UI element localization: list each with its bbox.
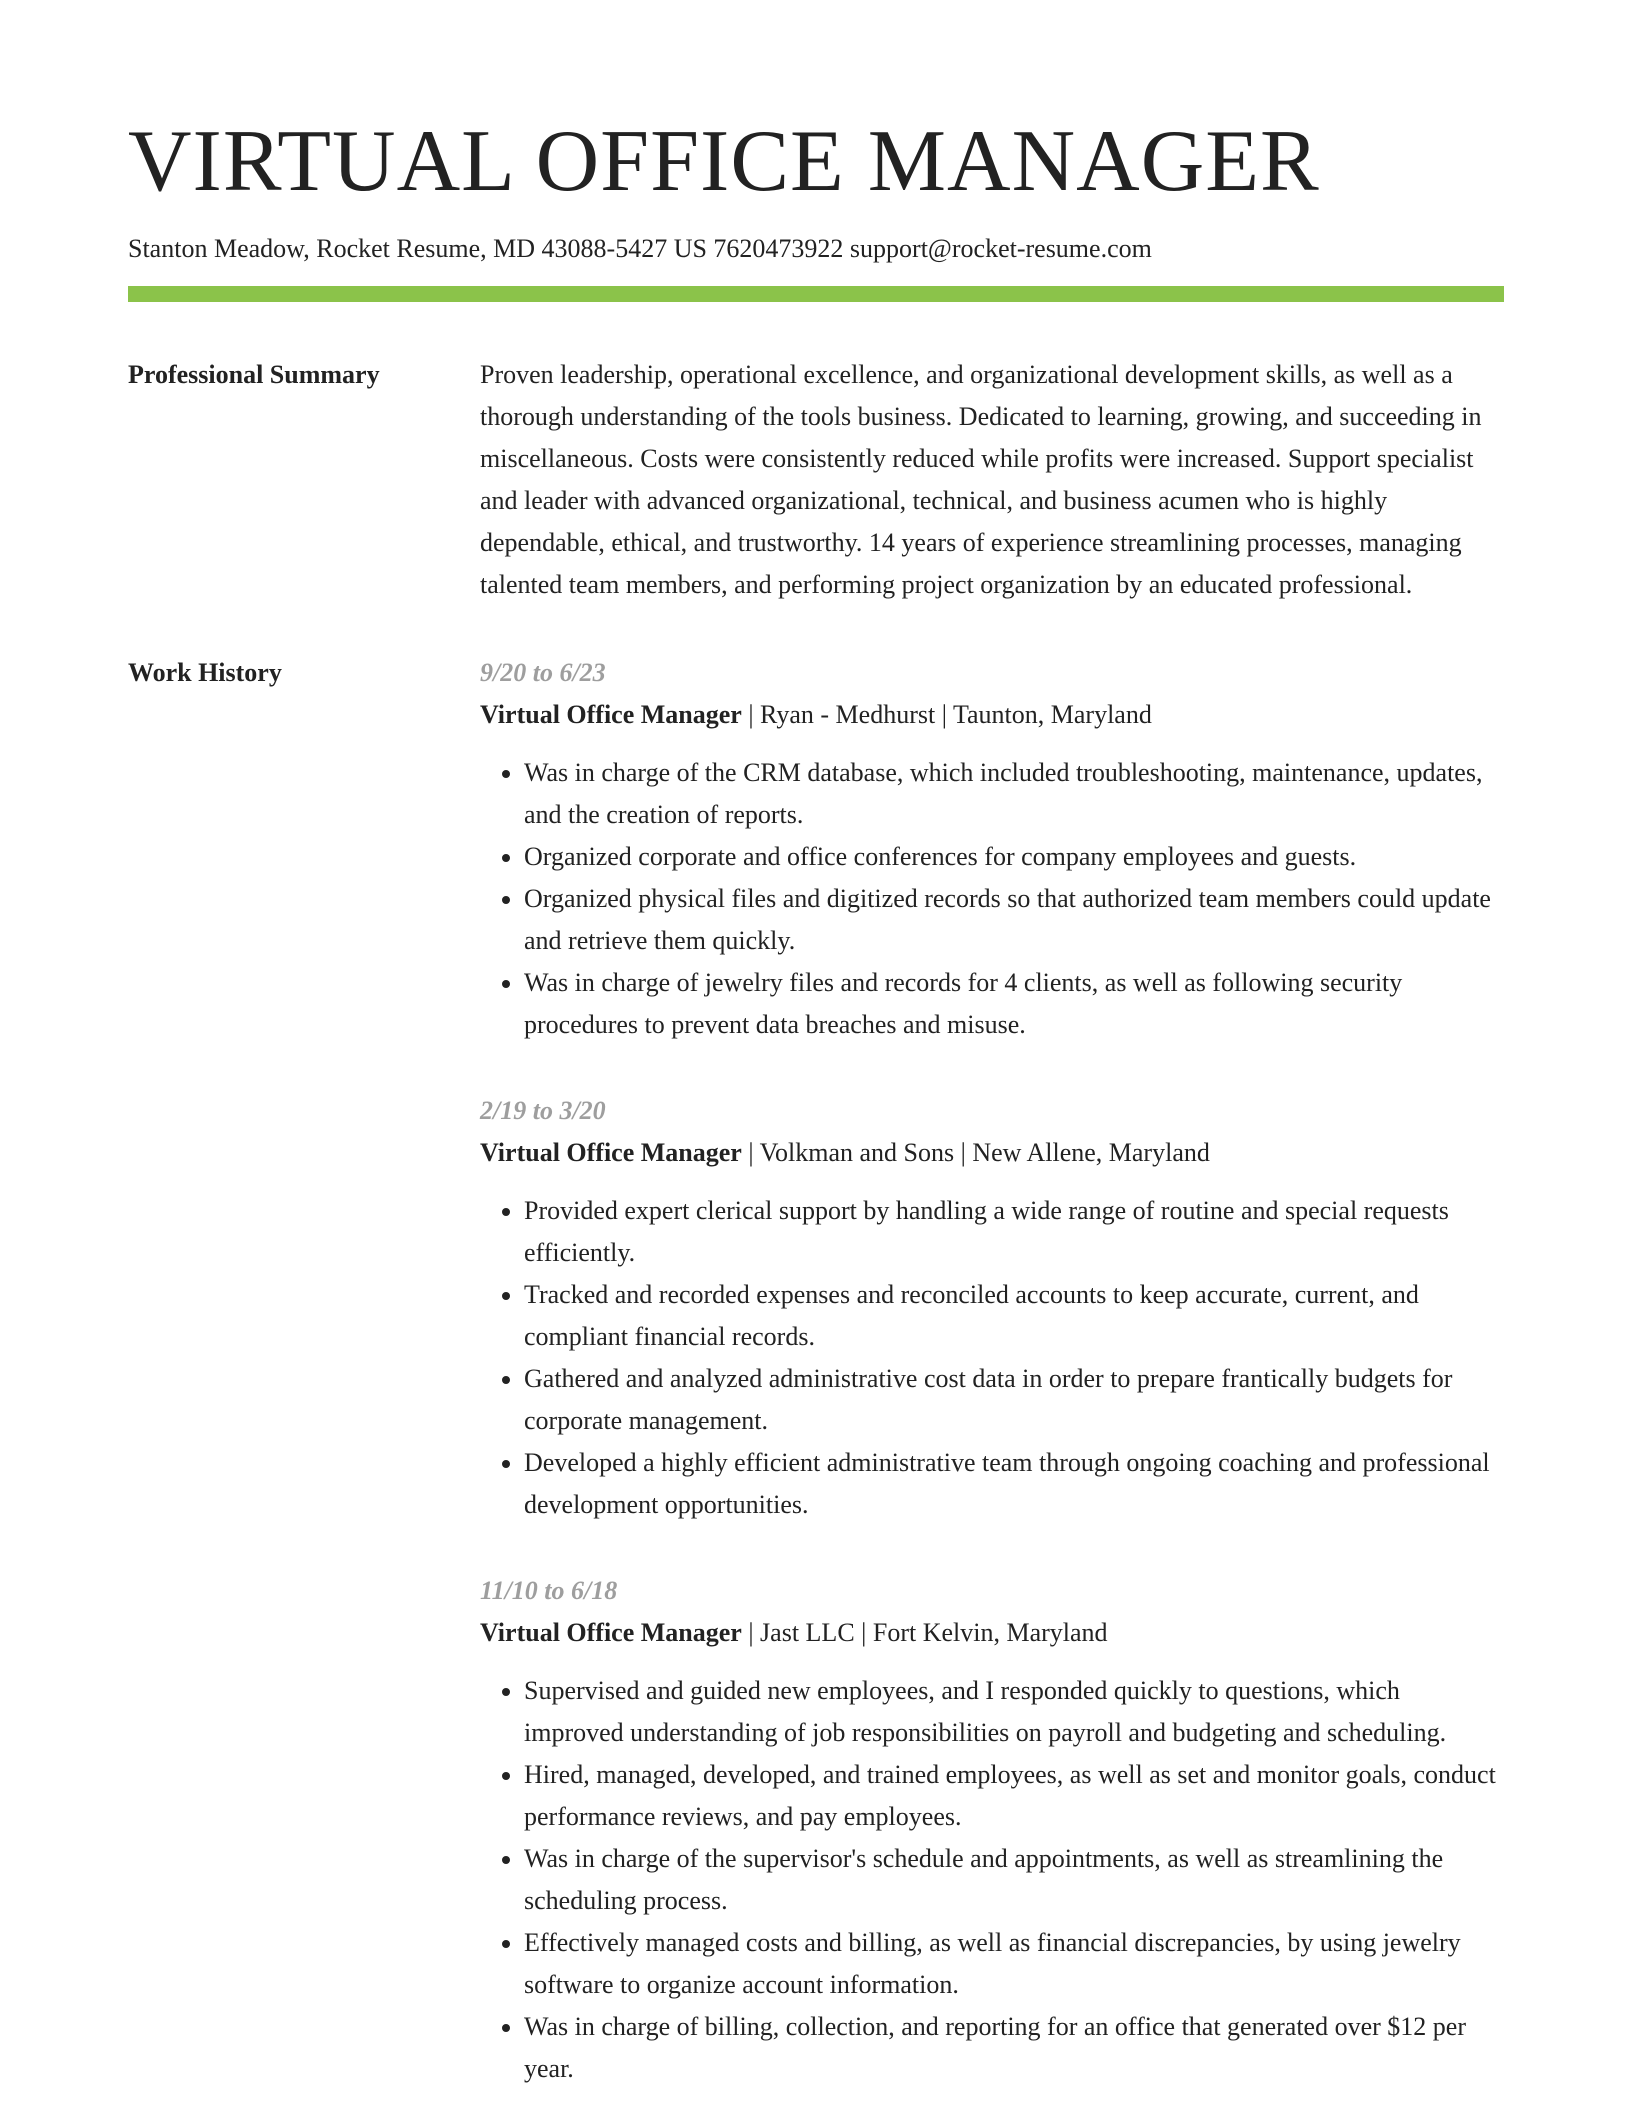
job-title: Virtual Office Manager [480, 1137, 742, 1167]
work-history-section [128, 652, 1504, 2090]
job-heading [480, 1132, 1504, 1174]
job-dates: 2/19 to 3/20 [480, 1095, 606, 1125]
job-entry [480, 1570, 1504, 2090]
contact-line: Stanton Meadow, Rocket Resume, MD 43088-5427 US 7620473922 support@rocket-resume.com [128, 234, 1152, 263]
resume-page [128, 113, 1504, 2090]
job-bullets [480, 1190, 1504, 1526]
job-details: | Ryan - Medhurst | Taunton, Maryland [741, 699, 1152, 729]
job-bullets [480, 752, 1504, 1046]
job-dates: 9/20 to 6/23 [480, 657, 606, 687]
accent-divider [128, 286, 1504, 302]
bullet-item: • Was in charge of billing, collection, and reporting for an office that generated over $12 per year. [524, 2006, 1504, 2090]
professional-summary-section [128, 354, 1504, 606]
section-label: Professional Summary [128, 359, 380, 389]
bullet-item: • Hired, managed, developed, and trained employees, as well as set and monitor goals, conduct performance reviews, and pay employees. [524, 1754, 1504, 1838]
job-heading [480, 694, 1504, 736]
job-title: Virtual Office Manager [480, 1617, 742, 1647]
bullet-item: • Organized physical files and digitized records so that authorized team members could update and retrieve them quickly. [524, 878, 1504, 962]
job-heading [480, 1612, 1504, 1654]
bullet-item: • Organized corporate and office conferences for company employees and guests. [524, 836, 1504, 878]
bullet-item: • Supervised and guided new employees, and I responded quickly to questions, which improved understanding of job responsibilities on payroll and budgeting and scheduling. [524, 1670, 1504, 1754]
resume-name: VIRTUAL OFFICE MANAGER [128, 113, 1320, 210]
job-entry [480, 1090, 1504, 1526]
section-label: Work History [128, 657, 282, 687]
bullet-item: • Was in charge of the supervisor's schedule and appointments, as well as streamlining the scheduling process. [524, 1838, 1504, 1922]
job-details: | Jast LLC | Fort Kelvin, Maryland [741, 1617, 1108, 1647]
bullet-item: • Was in charge of jewelry files and records for 4 clients, as well as following security procedures to prevent data breaches and misuse. [524, 962, 1504, 1046]
job-entry [480, 652, 1504, 1046]
bullet-item: • Developed a highly efficient administrative team through ongoing coaching and professional development opportunities. [524, 1442, 1504, 1526]
bullet-item: • Gathered and analyzed administrative cost data in order to prepare frantically budgets for corporate management. [524, 1358, 1504, 1442]
summary-text: Proven leadership, operational excellence, and organizational development skills, as well as a thorough understanding of the tools business. Dedicated to learning, growing, and succeeding in miscellaneous. Costs were consistently reduced while profits were increased. Support specialist and leader with advanced organizational, technical, and business acumen who is highly dependable, ethical, and trustworthy. 14 years of experience streamlining processes, managing talented team members, and performing project organization by an educated professional. [480, 359, 1482, 599]
job-details: | Volkman and Sons | New Allene, Maryland [741, 1137, 1210, 1167]
bullet-item: • Tracked and recorded expenses and reconciled accounts to keep accurate, current, and compliant financial records. [524, 1274, 1504, 1358]
section-body [480, 652, 1504, 2090]
bullet-item: • Provided expert clerical support by handling a wide range of routine and special requests efficiently. [524, 1190, 1504, 1274]
bullet-item: • Effectively managed costs and billing, as well as financial discrepancies, by using jewelry software to organize account information. [524, 1922, 1504, 2006]
job-dates: 11/10 to 6/18 [480, 1575, 618, 1605]
section-body [480, 354, 1504, 606]
job-bullets [480, 1670, 1504, 2090]
job-title: Virtual Office Manager [480, 699, 742, 729]
bullet-item: • Was in charge of the CRM database, which included troubleshooting, maintenance, updates, and the creation of reports. [524, 752, 1504, 836]
